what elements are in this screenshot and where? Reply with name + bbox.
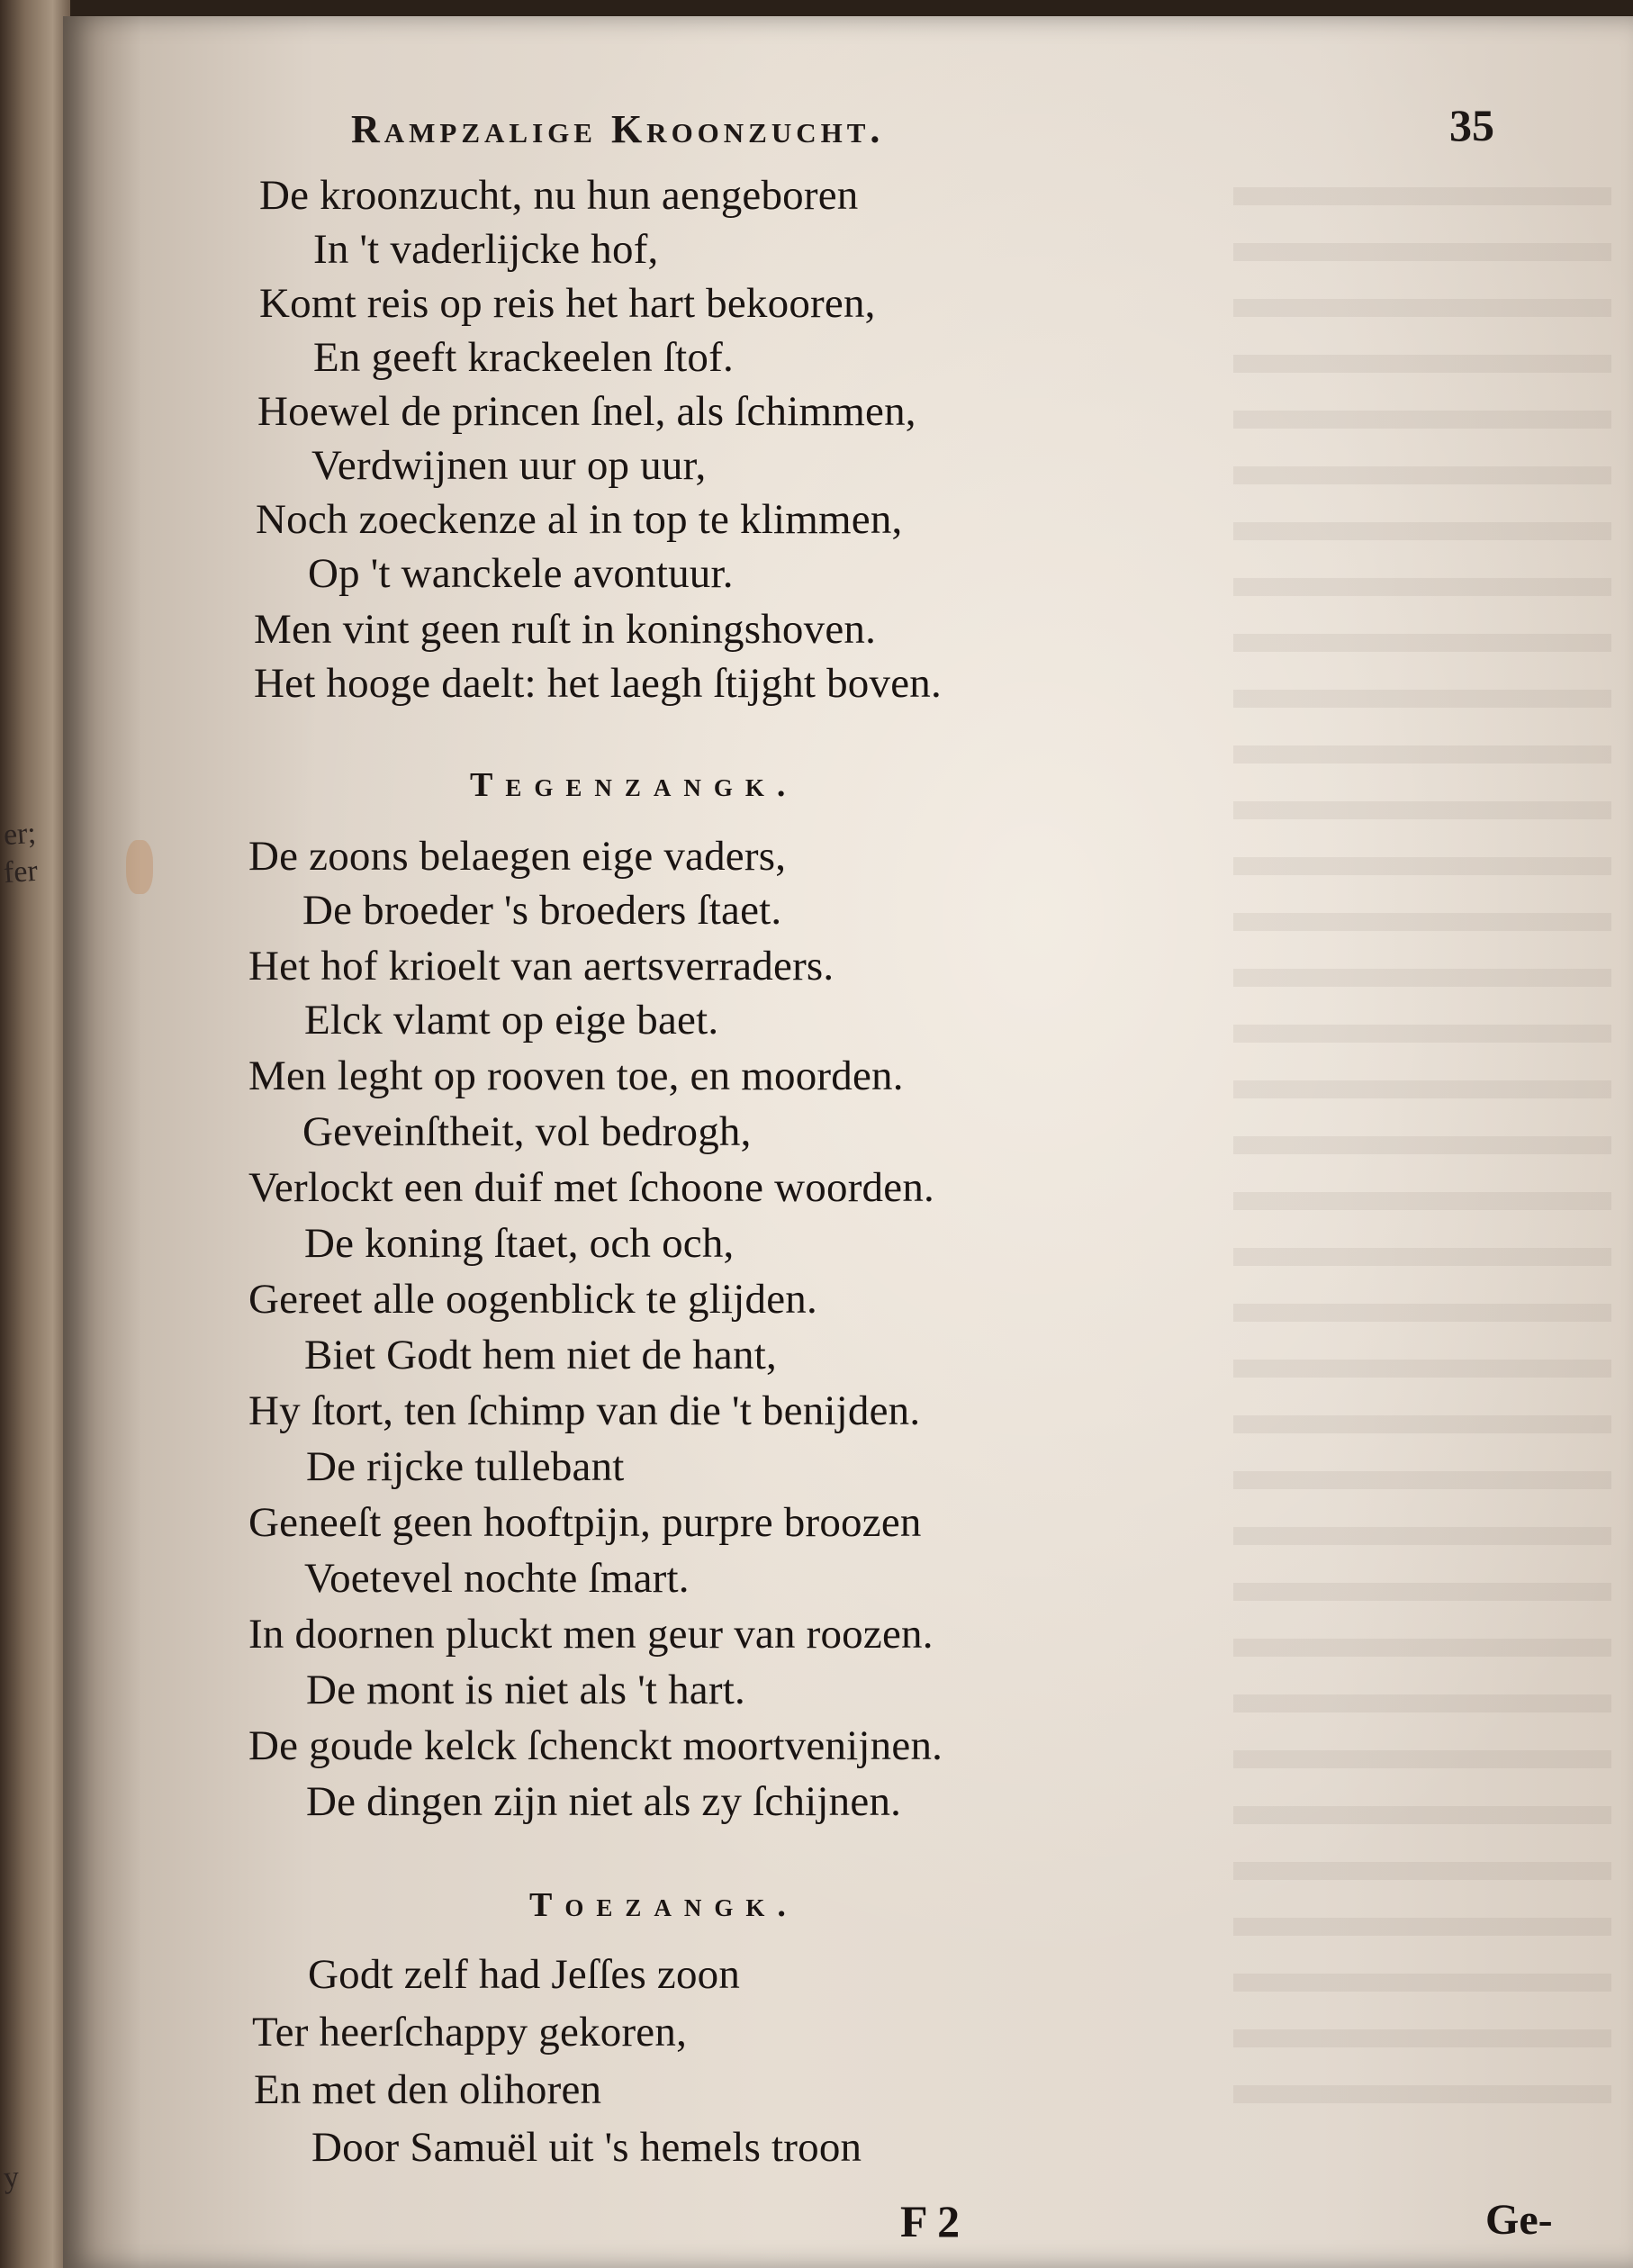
section-heading: Tegenzangk. (470, 766, 798, 804)
verse-line: Geveinſtheit, vol bedrogh, (302, 1108, 752, 1155)
verse-line: Elck vlamt op eige baet. (304, 997, 719, 1044)
verse-line: De kroonzucht, nu hun aengeboren (259, 172, 859, 219)
verse-line: Verdwijnen uur op uur, (311, 442, 707, 489)
verse-line: Men vint geen ruſt in koningshoven. (254, 606, 877, 653)
verse-line: De rijcke tullebant (306, 1443, 625, 1490)
verse-line: De zoons belaegen eige vaders, (248, 833, 787, 880)
verse-line: De dingen zijn niet als zy ſchijnen. (306, 1778, 902, 1825)
left-page-fragment: y (2, 2160, 21, 2195)
left-page-fragment: fer (2, 854, 39, 890)
verse-line: Voetevel nochte ſmart. (304, 1555, 690, 1602)
running-head: Rampzalige Kroonzucht. (351, 107, 885, 151)
printer-signature: F 2 (900, 2196, 961, 2246)
verse-line: Biet Godt hem niet de hant, (304, 1332, 777, 1378)
verse-line: De koning ſtaet, och och, (304, 1220, 735, 1267)
verse-line: In 't vaderlijcke hof, (313, 226, 659, 273)
book-page (63, 16, 1633, 2268)
verse-line: Verlockt een duif met ſchoone woorden. (248, 1164, 934, 1211)
verse-line: En met den olihoren (254, 2066, 602, 2113)
left-page-fragment: er; (2, 816, 38, 853)
page-stain (126, 840, 153, 894)
section-heading: Toezangk. (529, 1886, 798, 1924)
verse-line: Op 't wanckele avontuur. (308, 550, 734, 597)
verse-line: Men leght op rooven toe, en moorden. (248, 1053, 904, 1099)
show-through-text (1233, 160, 1611, 2141)
verse-line: Gereet alle oogenblick te glijden. (248, 1276, 817, 1323)
verse-line: Door Samuël uit 's hemels troon (311, 2124, 862, 2171)
verse-line: De goude kelck ſchenckt moortvenijnen. (248, 1722, 943, 1769)
verse-line: Het hof krioelt van aertsverraders. (248, 943, 835, 989)
verse-line: Komt reis op reis het hart bekooren, (259, 280, 876, 327)
verse-line: Noch zoeckenze al in top te klimmen, (256, 496, 903, 543)
catchword: Ge- (1485, 2196, 1553, 2244)
verse-line: Godt zelf had Jeſſes zoon (308, 1951, 741, 1998)
page-number: 35 (1449, 100, 1494, 150)
verse-line: Ter heerſchappy gekoren, (252, 2009, 688, 2056)
left-page-edge (0, 0, 70, 2268)
verse-line: Geneeſt geen hooftpijn, purpre broozen (248, 1499, 922, 1546)
verse-line: Hoewel de princen ſnel, als ſchimmen, (257, 388, 916, 435)
verse-line: De mont is niet als 't hart. (306, 1667, 745, 1713)
verse-line: En geeft krackeelen ſtof. (313, 334, 734, 381)
verse-line: Hy ſtort, ten ſchimp van die 't benijden. (248, 1387, 921, 1434)
verse-line: Het hooge daelt: het laegh ſtijght boven. (254, 660, 942, 707)
verse-line: De broeder 's broeders ſtaet. (302, 887, 782, 934)
verse-line: In doornen pluckt men geur van roozen. (248, 1611, 934, 1658)
